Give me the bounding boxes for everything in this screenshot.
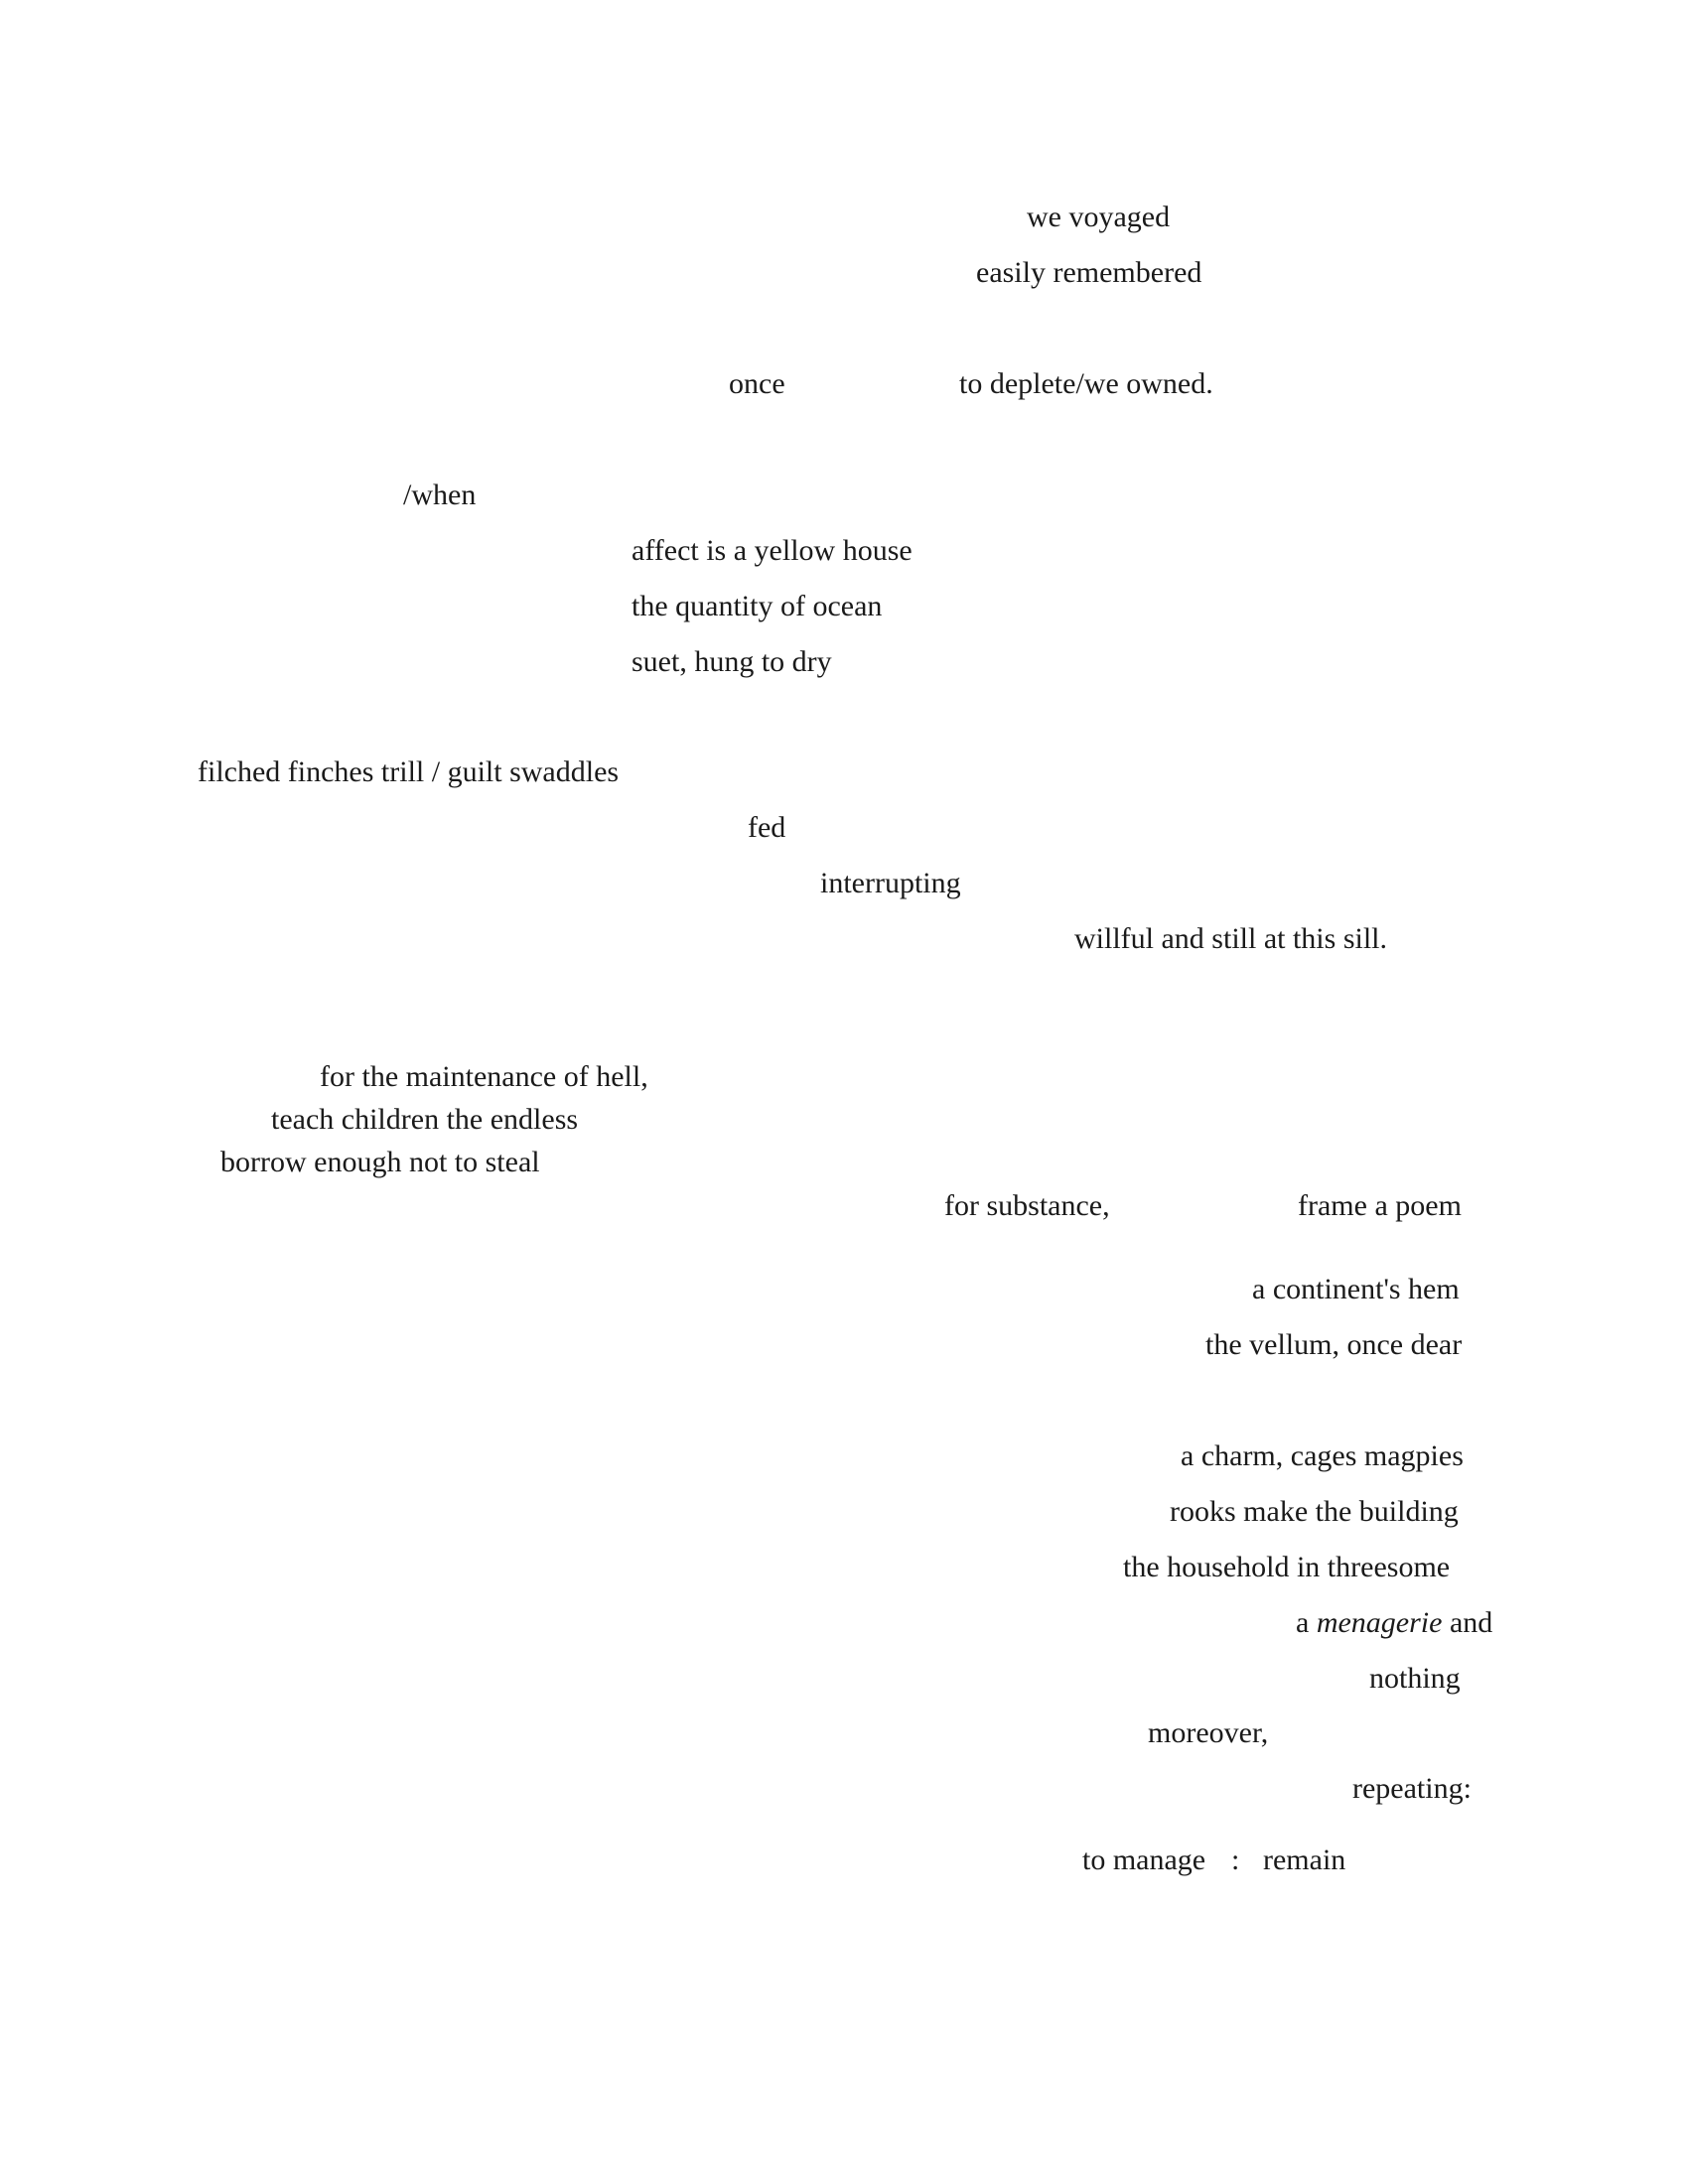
- poem-line: rooks make the building: [1170, 1495, 1459, 1528]
- poem-line: we voyaged: [1027, 201, 1171, 233]
- poem-line: fed: [748, 811, 786, 844]
- poem-line: for the maintenance of hell,: [320, 1060, 648, 1093]
- poem-line: frame a poem: [1298, 1189, 1462, 1222]
- poem-line: /when: [403, 478, 477, 511]
- poem-line: to deplete/we owned.: [959, 367, 1213, 400]
- poem-line: teach children the endless: [271, 1103, 579, 1136]
- poem-line: the household in threesome: [1123, 1551, 1451, 1583]
- poem-line: affect is a yellow house: [632, 534, 913, 567]
- poem-line: remain: [1263, 1843, 1346, 1876]
- word: a: [1296, 1606, 1310, 1639]
- poem-line: a continent's hem: [1252, 1273, 1460, 1305]
- poem-line: :: [1231, 1843, 1240, 1876]
- poem-line: suet, hung to dry: [632, 645, 832, 678]
- poem-line: a charm, cages magpies: [1181, 1439, 1464, 1472]
- italic-word: menagerie: [1316, 1606, 1443, 1639]
- poem-line: nothing: [1369, 1662, 1461, 1695]
- poem-line: for substance,: [944, 1189, 1110, 1222]
- poem-line: moreover,: [1148, 1716, 1269, 1749]
- poem-line: filched finches trill / guilt swaddles: [198, 755, 620, 788]
- word: and: [1449, 1606, 1493, 1639]
- poem-line: once: [729, 367, 785, 400]
- poem-line: the quantity of ocean: [632, 590, 883, 622]
- poem-line: repeating:: [1352, 1772, 1472, 1805]
- poem-line: to manage: [1082, 1843, 1206, 1876]
- poem-line: interrupting: [820, 867, 961, 899]
- poem-line: borrow enough not to steal: [220, 1146, 540, 1178]
- poem-line: willful and still at this sill.: [1074, 922, 1387, 955]
- poem-line: [1296, 1603, 1492, 1643]
- poem-line: the vellum, once dear: [1205, 1328, 1463, 1361]
- poem-line: easily remembered: [976, 256, 1202, 289]
